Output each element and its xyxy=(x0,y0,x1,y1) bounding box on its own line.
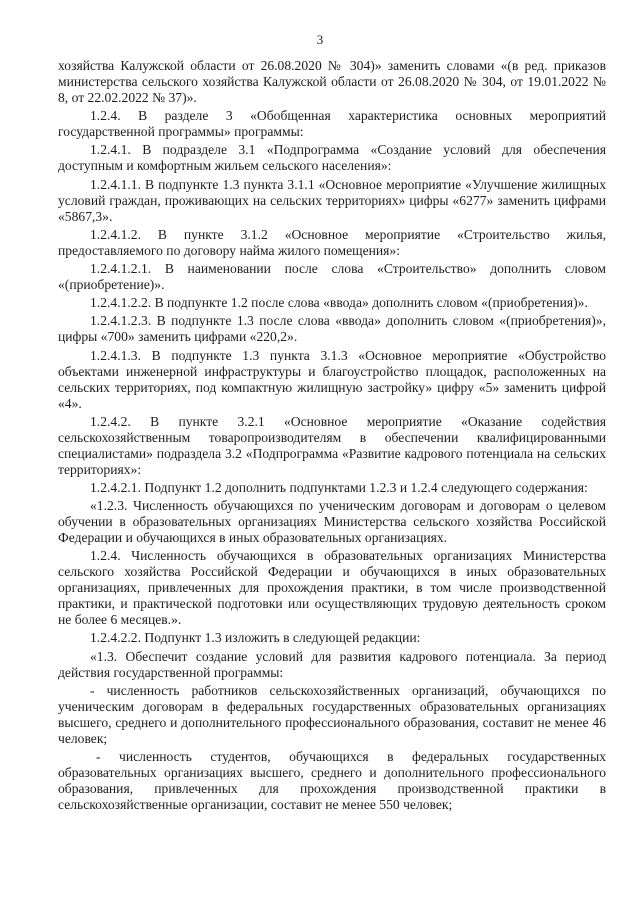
paragraph: хозяйства Калужской области от 26.08.2020 № 304)» заменить словами «(в ред. приказов министерства сельского хозяйства Калужской области от 26.08.2020 № 304, от 19.01.2022 № 8, от 22.02.2022 № 37)». xyxy=(58,58,606,105)
paragraph: 1.2.4.1. В подразделе 3.1 «Подпрограмма «Создание условий для обеспечения доступным и комфортным жильем сельского населения»: xyxy=(58,142,606,174)
paragraph: 1.2.4.1.2.2. В подпункте 1.2 после слова «ввода» дополнить словом «(приобретения)». xyxy=(90,295,588,311)
paragraph: 1.2.4.1.2. В пункте 3.1.2 «Основное мероприятие «Строительство жилья, предоставляемого по договору найма жилого помещения»: xyxy=(58,226,606,258)
paragraph: «1.2.3. Численность обучающихся по ученическим договорам и договорам о целевом обучении в образовательных организациях Министерства сельского хозяйства Российской Федерации и обучающихся в иных образовательных организациях. xyxy=(58,498,606,546)
paragraph: - численность студентов, обучающихся в федеральных государственных образовательных организациях высшего, среднего и дополнительного профессионального образования, привлеченных для прохождения производственной практики в сельскохозяйственные организации, составит не менее 550 человек; xyxy=(58,749,606,812)
paragraph: 1.2.4. Численность обучающихся в образовательных организациях Министерства сельского хозяйства Российской Федерации и обучающихся в иных образовательных организациях, привлеченных для прохождения практики, в том числе производственной практики, и практической подготовки или осуществляющих трудовую деятельность сроком не более 6 месяцев.». xyxy=(58,548,606,628)
paragraph: 1.2.4.2. В пункте 3.2.1 «Основное мероприятие «Оказание содействия сельскохозяйственным товаропроизводителям в обеспечении квалифицированными специалистами» подраздела 3.2 «Подпрограмма «Развитие кадрового потенциала на сельских территориях»: xyxy=(58,413,606,477)
document-body xyxy=(58,58,606,815)
paragraph: 1.2.4.2.1. Подпункт 1.2 дополнить подпунктами 1.2.3 и 1.2.4 следующего содержания: xyxy=(90,479,588,495)
paragraph: 1.2.4.1.3. В подпункте 1.3 пункта 3.1.3 «Основное мероприятие «Обустройство объектами инженерной инфраструктуры и благоустройство площадок, расположенных на сельских территориях, под компактную жилищную застройку» цифру «5» заменить цифрой «4». xyxy=(58,347,606,411)
paragraph: 1.2.4.1.2.1. В наименовании после слова «Строительство» дополнить словом «(приобретение)». xyxy=(58,260,606,292)
paragraph: - численность работников сельскохозяйственных организаций, обучающихся по ученическим договорам в федеральных государственных образовательных организациях высшего, среднего и дополнительного профессионального образования, составит не менее 46 человек; xyxy=(58,682,606,746)
paragraph: 1.2.4. В разделе 3 «Обобщенная характеристика основных мероприятий государственной программы» программы: xyxy=(58,108,606,140)
paragraph: «1.3. Обеспечит создание условий для развития кадрового потенциала. За период действия государственной программы: xyxy=(58,648,606,680)
paragraph: 1.2.4.1.1. В подпункте 1.3 пункта 3.1.1 «Основное мероприятие «Улучшение жилищных условий граждан, проживающих на сельских территориях» цифры «6277» заменить цифрами «5867,3». xyxy=(58,176,606,224)
paragraph: 1.2.4.2.2. Подпункт 1.3 изложить в следующей редакции: xyxy=(90,630,421,646)
page-number: 3 xyxy=(316,32,324,47)
paragraph: 1.2.4.1.2.3. В подпункте 1.3 после слова «ввода» дополнить словом «(приобретения)», цифры «700» заменить цифрами «220,2». xyxy=(58,313,606,345)
